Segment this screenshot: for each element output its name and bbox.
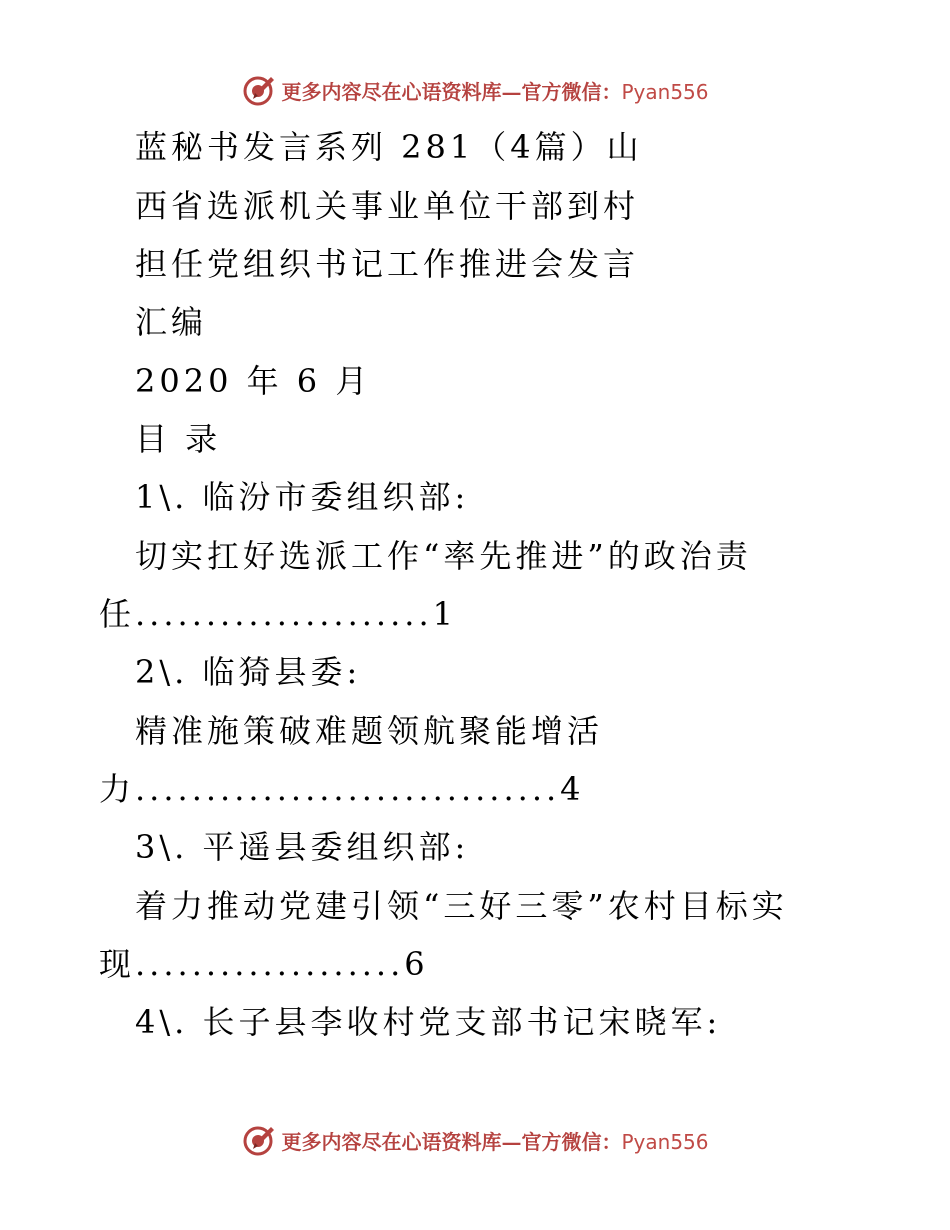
- toc-item-3-number: 3\. 平遥县委组织部:: [135, 828, 470, 866]
- pen-logo-icon: [241, 1123, 275, 1157]
- toc-item-2-number: 2\. 临猗县委:: [135, 653, 362, 691]
- toc-item-4-number: 4\. 长子县李收村党支部书记宋晓军:: [135, 1003, 722, 1041]
- toc-item-3-title: 着力推动党建引领“三好三零”农村目标实: [135, 887, 788, 925]
- title-line-2: 西省选派机关事业单位干部到村: [135, 187, 640, 225]
- title-line-3: 担任党组织书记工作推进会发言: [135, 245, 640, 283]
- toc-item-1-title: 切实扛好选派工作“率先推进”的政治责: [135, 537, 752, 575]
- document-date: 2020 年 6 月: [135, 362, 372, 400]
- toc-item-2-title: 精准施策破难题领航聚能增活: [135, 712, 604, 750]
- wechat-id: Pyan556: [621, 1129, 709, 1154]
- toc-item-2-tail: 力..............................4: [99, 770, 585, 808]
- banner-text: [281, 1126, 708, 1155]
- title-line-4: 汇编: [135, 303, 208, 341]
- toc-item-1-number: 1\. 临汾市委组织部:: [135, 478, 470, 516]
- toc-item-3-tail: 现...................6: [99, 945, 429, 983]
- wechat-id: Pyan556: [621, 79, 709, 104]
- title-line-1: 蓝秘书发言系列 281（4篇）山: [135, 128, 643, 166]
- banner-text: [281, 76, 708, 105]
- banner-main-text: 更多内容尽在心语资料库—官方微信：: [281, 79, 622, 104]
- toc-item-1-tail: 任.....................1: [99, 595, 457, 633]
- header-banner: [0, 70, 950, 110]
- toc-heading: 目 录: [135, 420, 222, 458]
- footer-banner: [0, 1120, 950, 1160]
- pen-logo-icon: [241, 73, 275, 107]
- banner-main-text: 更多内容尽在心语资料库—官方微信：: [281, 1129, 622, 1154]
